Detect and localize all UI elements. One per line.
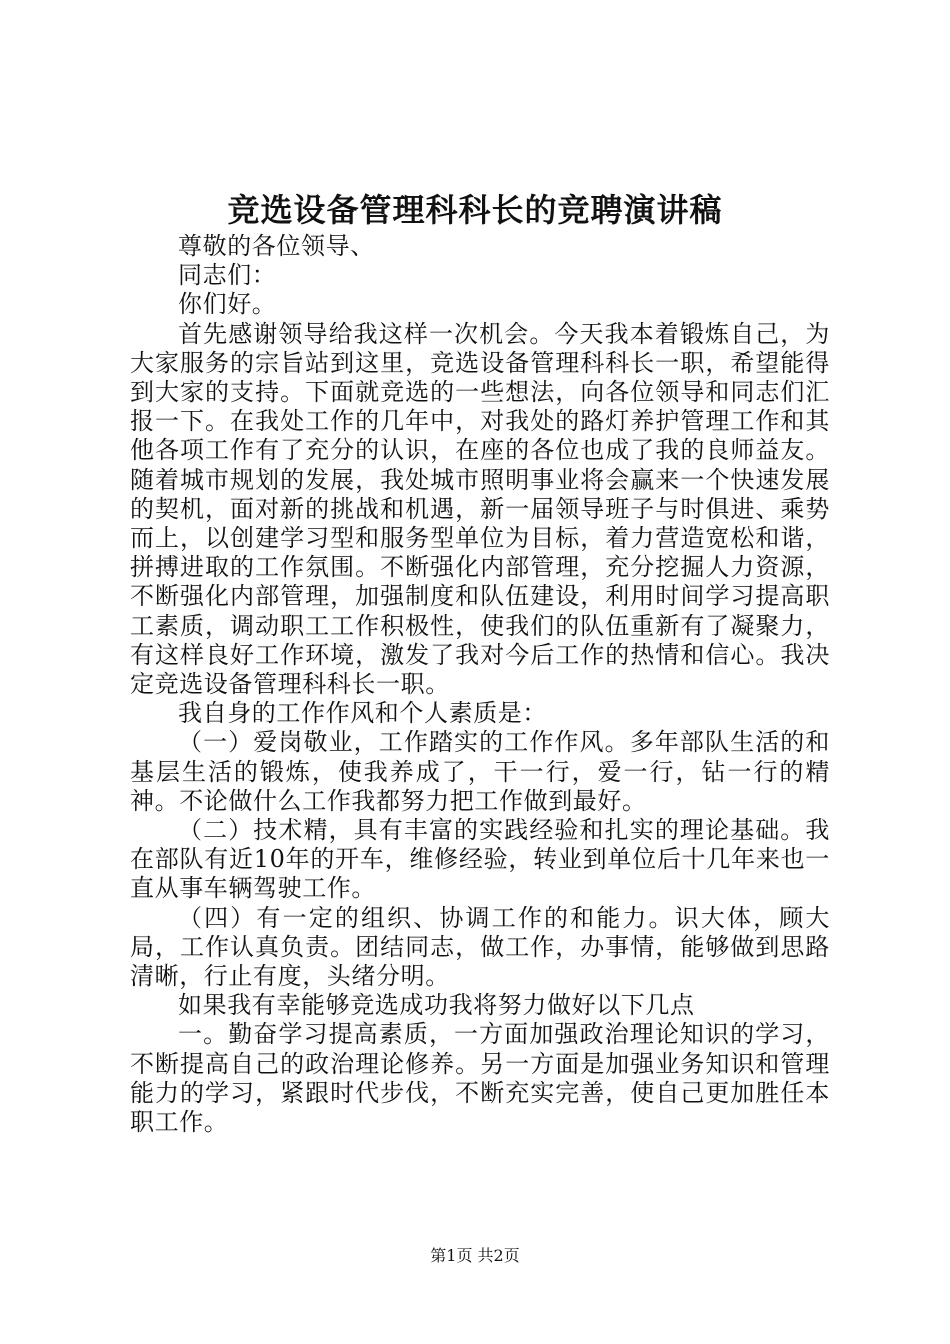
paragraph-quality-2: （二）技术精，具有丰富的实践经验和扎实的理论基础。我在部队有近10年的开车，维修经验，转业到单位后十几年来也一直从事车辆驾驶工作。 bbox=[130, 816, 830, 903]
greeting-line: 你们好。 bbox=[178, 290, 277, 319]
salutation-line-1: 尊敬的各位领导、 bbox=[178, 232, 375, 260]
document-body bbox=[130, 232, 830, 1137]
paragraph-quality-1: （一）爱岗敬业，工作踏实的工作作风。多年部队生活的和基层生活的锻炼，使我养成了，干一行，爱一行，钻一行的精神。不论做什么工作我都努力把工作做到最好。 bbox=[130, 728, 830, 815]
paragraph-plans-heading: 如果我有幸能够竞选成功我将努力做好以下几点 bbox=[178, 991, 695, 1020]
paragraph-qualities-heading: 我自身的工作作风和个人素质是： bbox=[178, 699, 547, 728]
document-title: 竞选设备管理科科长的竞聘演讲稿 bbox=[227, 191, 723, 229]
page-footer: 第1页 共2页 bbox=[430, 1246, 520, 1265]
paragraph-intro: 首先感谢领导给我这样一次机会。今天我本着锻炼自己，为大家服务的宗旨站到这里，竞选设备管理科科长一职，希望能得到大家的支持。下面就竞选的一些想法，向各位领导和同志们汇报一下。在我处工作的几年中，对我处的路灯养护管理工作和其他各项工作有了充分的认识，在座的各位也成了我的良师益友。随着城市规划的发展，我处城市照明事业将会赢来一个快速发展的契机，面对新的挑战和机遇，新一届领导班子与时俱进、乘势而上，以创建学习型和服务型单位为目标，着力营造宽松和谐，拼搏进取的工作氛围。不断强化内部管理，充分挖掘人力资源，不断强化内部管理，加强制度和队伍建设，利用时间学习提高职工素质，调动职工工作积极性，使我们的队伍重新有了凝聚力，有这样良好工作环境，激发了我对今后工作的热情和信心。我决定竞选设备管理科科长一职。 bbox=[130, 319, 830, 699]
paragraph-plan-1: 一。勤奋学习提高素质，一方面加强政治理论知识的学习，不断提高自己的政治理论修养。另一方面是加强业务知识和管理能力的学习，紧跟时代步伐，不断充实完善，使自己更加胜任本职工作。 bbox=[130, 1020, 830, 1137]
salutation-line-2: 同志们： bbox=[178, 261, 277, 290]
paragraph-quality-4: （四）有一定的组织、协调工作的和能力。识大体，顾大局，工作认真负责。团结同志，做工作，办事情，能够做到思路清晰，行止有度，头绪分明。 bbox=[130, 903, 830, 991]
